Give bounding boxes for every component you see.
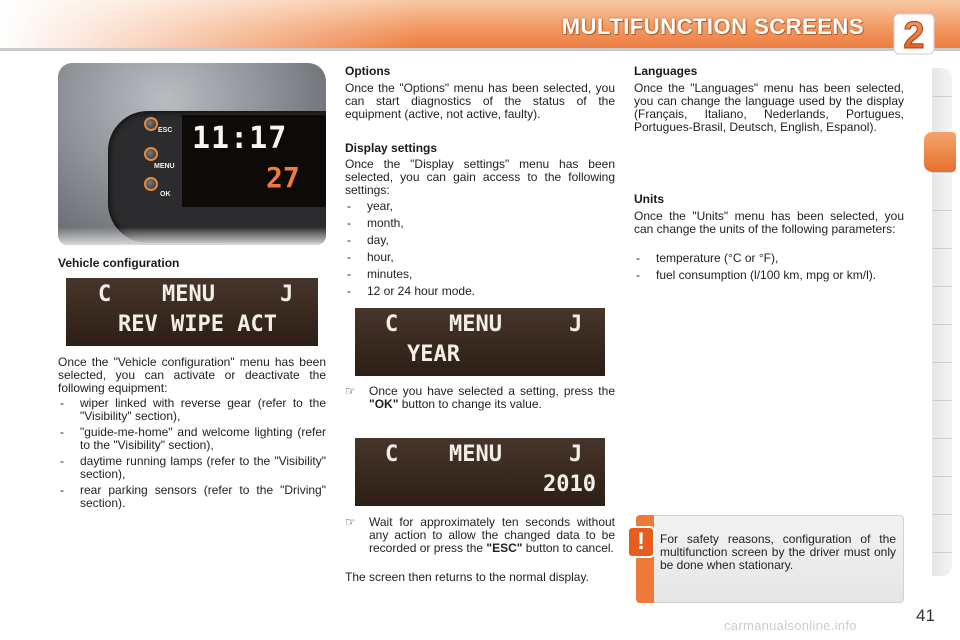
step-esc: ☞ Wait for approximately ten seconds without any action to allow the changed data to be recorded or press the "ESC" button to cancel. [345,515,615,555]
lcd-right-bracket: J [569,312,583,337]
list-item: - rear parking sensors (refer to the "Driving" section). [58,484,326,510]
list-item: - fuel consumption (l/100 km, mpg or km/l). [634,269,904,282]
dashboard-photo [58,63,326,245]
ok-button-label: OK [160,191,171,198]
units-list [634,252,904,286]
list-item: - wiper linked with reverse gear (refer to the "Visibility" section), [58,397,326,423]
vehicle-config-heading: Vehicle configuration [58,256,180,270]
lcd-right-bracket: J [569,442,583,467]
lcd-year [355,308,605,376]
vehicle-config-intro: Once the "Vehicle configuration" menu has been selected, you can activate or deactivate the following equipment: [58,355,326,395]
esc-key-label: "ESC" [486,541,523,555]
list-item: - year, [345,200,615,213]
page-number: 41 [916,606,935,625]
esc-button-label: ESC [158,127,173,134]
page-title: MULTIFUNCTION SCREENS [561,14,864,39]
display-settings-outro: The screen then returns to the normal display. [345,570,589,584]
display-clock: 11:17 [192,121,288,156]
ok-button-icon [144,177,158,191]
lcd-right-bracket: J [280,282,294,307]
lcd-vehicle-line: REV WIPE ACT [118,312,277,337]
languages-heading: Languages [634,64,698,78]
options-heading: Options [345,64,391,78]
units-heading: Units [634,192,664,206]
section-tab-active[interactable] [924,132,956,172]
list-item: - hour, [345,251,615,264]
header-fade [0,0,420,50]
display-settings-heading: Display settings [345,141,438,155]
pointer-icon: ☞ [345,384,356,398]
vehicle-config-list [58,397,326,513]
lcd-2010 [355,438,605,506]
lcd-left-bracket: C [385,312,399,337]
lcd-left-bracket: C [98,282,112,307]
chapter-number-badge [890,12,938,56]
footer-watermark: carmanualsonline.info [724,618,857,633]
lcd-year-value: 2010 [543,472,596,497]
warning-icon: ! [629,528,653,556]
esc-button-icon [144,117,158,131]
photo-rim [58,227,326,245]
lcd-left-bracket: C [385,442,399,467]
menu-button-icon [144,147,158,161]
lcd-menu-word: MENU [162,282,215,307]
lcd-vehicle-config [66,278,318,346]
display-settings-list [345,200,615,302]
lcd-year-line: YEAR [407,342,460,367]
options-text: Once the "Options" menu has been selected, you can start diagnostics of the status of the equipment (active, not active, faulty). [345,81,615,121]
languages-text: Once the "Languages" menu has been selected, you can change the language used by the display (Français, Italiano, Nederlands, Portugues, Portugues-Brasil, Deutsch, English, Espanol). [634,81,904,134]
list-item: - temperature (°C or °F), [634,252,904,265]
svg-text:2: 2 [903,15,925,56]
lcd-menu-word: MENU [449,312,502,337]
lcd-menu-word: MENU [449,442,502,467]
header-divider [0,48,960,51]
ok-key-label: "OK" [369,397,399,411]
units-intro: Once the "Units" menu has been selected, you can change the units of the following parameters: [634,209,904,236]
display-settings-intro: Once the "Display settings" menu has been selected, you can gain access to the following settings: [345,157,615,197]
menu-button-label: MENU [154,163,175,170]
list-item: - "guide-me-home" and welcome lighting (refer to the "Visibility" section), [58,426,326,452]
list-item: - minutes, [345,268,615,281]
list-item: - daytime running lamps (refer to the "Visibility" section), [58,455,326,481]
step-ok: ☞ Once you have selected a setting, press the "OK" button to change its value. [345,384,615,411]
display-temperature: 27 [266,161,300,194]
warning-text: For safety reasons, configuration of the multifunction screen by the driver must only be done when stationary. [660,532,896,572]
list-item: - month, [345,217,615,230]
pointer-icon: ☞ [345,515,356,529]
list-item: - 12 or 24 hour mode. [345,285,615,298]
list-item: - day, [345,234,615,247]
